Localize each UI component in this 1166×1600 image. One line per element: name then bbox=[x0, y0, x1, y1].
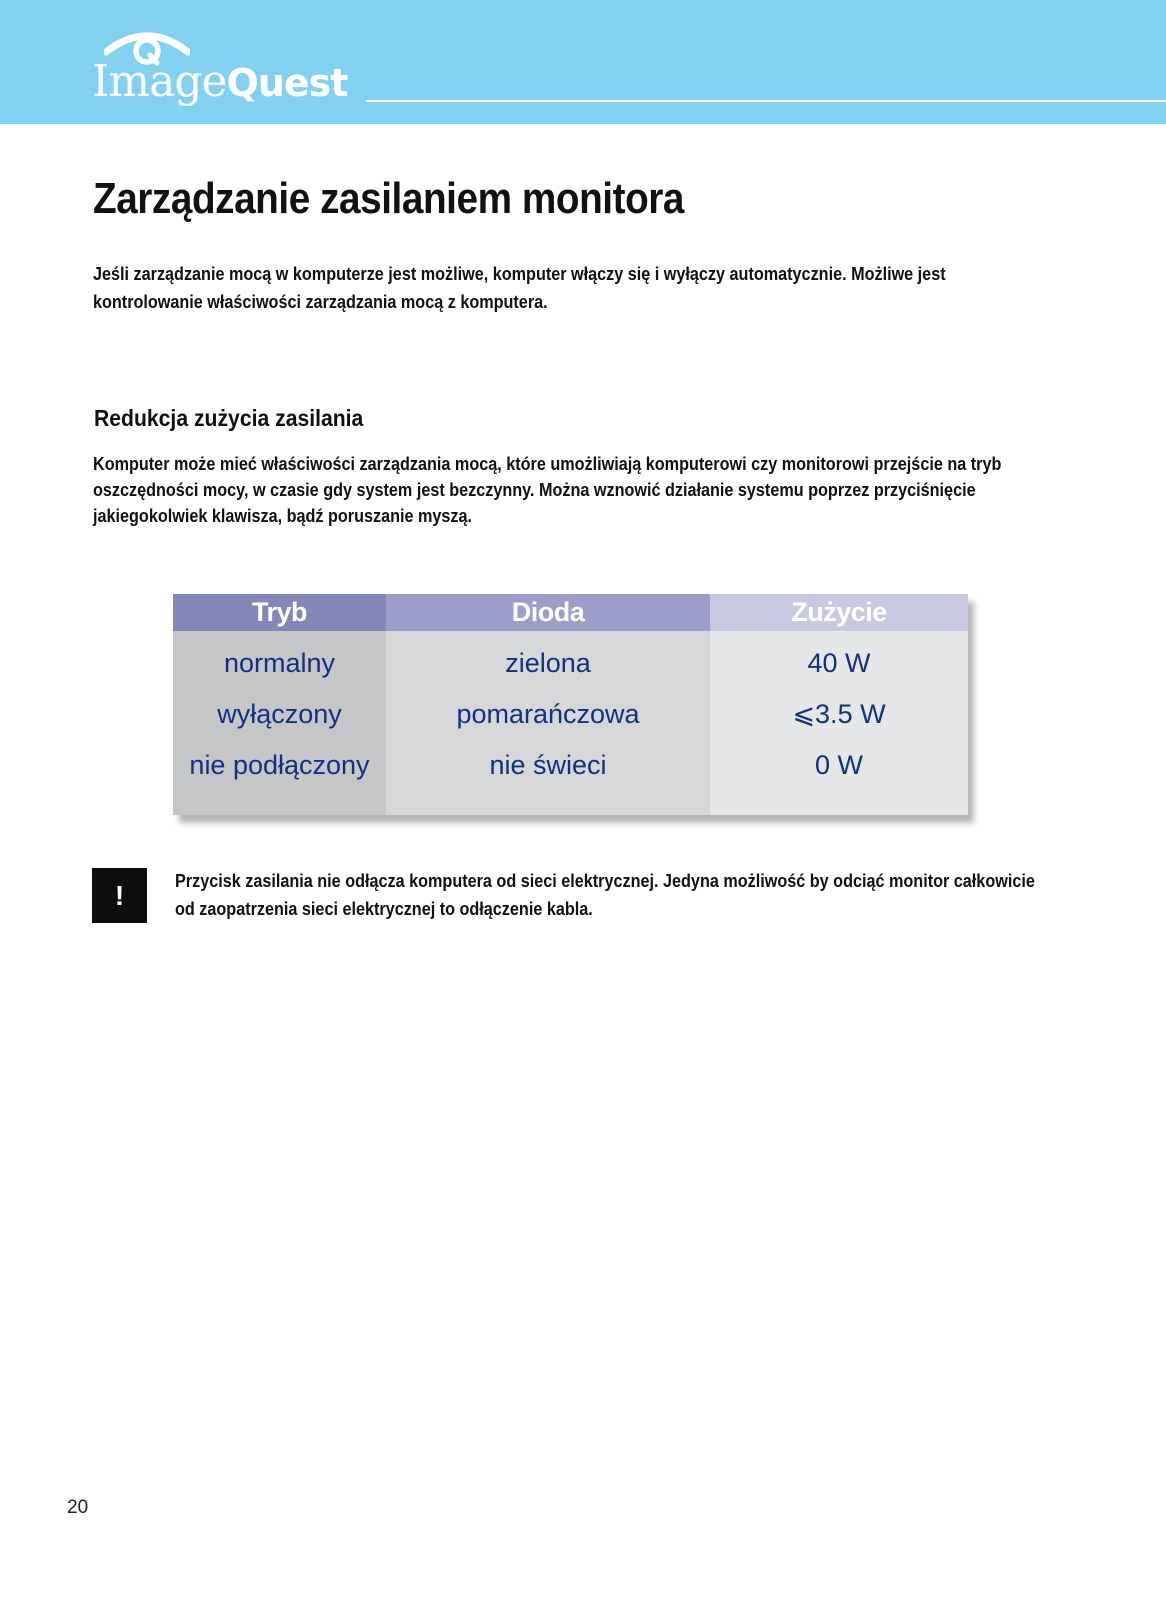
table-column-consumption bbox=[710, 594, 968, 815]
logo-text bbox=[92, 56, 348, 107]
table-cell-led: zielona bbox=[505, 648, 591, 678]
table-column-led bbox=[386, 594, 710, 815]
table-cell-consumption: ⩽3.5 W bbox=[792, 699, 886, 729]
power-modes-table bbox=[173, 594, 968, 815]
page-title: Zarządzanie zasilaniem monitora bbox=[93, 174, 685, 223]
table-cell-led: pomarańczowa bbox=[456, 699, 640, 729]
warning-text: Przycisk zasilania nie odłącza komputera od sieci elektrycznej. Jedyna możliwość by odciąć monitor całkowicie od zaopatrzenia sieci elektrycznej to odłączenie kabla. bbox=[175, 871, 1035, 919]
section-body: Komputer może mieć właściwości zarządzania mocą, które umożliwiają komputerowi czy monitorowi przejście na tryb oszczędności mocy, w czasie gdy system jest bezczynny. Można wznowić działanie systemu poprzez przyciśnięcie jakiegokolwiek klawisza, bądź poruszanie myszą. bbox=[93, 454, 1002, 526]
table-cell-led: nie świeci bbox=[489, 750, 607, 780]
warning-icon: ! bbox=[92, 868, 147, 923]
table-cell-consumption: 0 W bbox=[814, 750, 863, 780]
table-cell-mode: wyłączony bbox=[217, 699, 342, 729]
intro-paragraph: Jeśli zarządzanie mocą w komputerze jest możliwe, komputer włączy się i wyłączy automatycznie. Możliwe jest kontrolowanie właściwości zarządzania mocą z komputera. bbox=[93, 264, 946, 312]
imagequest-logo bbox=[92, 26, 362, 118]
header-rule bbox=[366, 100, 1166, 102]
table-header-led: Dioda bbox=[386, 594, 710, 631]
table-cell-mode: nie podłączony bbox=[189, 750, 370, 780]
logo-text-image: Image bbox=[92, 56, 227, 107]
logo-text-quest: Quest bbox=[226, 61, 348, 105]
table-header-mode: Tryb bbox=[173, 594, 386, 631]
table-header-consumption: Zużycie bbox=[710, 594, 968, 631]
page-number: 20 bbox=[67, 1497, 89, 1518]
table-cell-mode: normalny bbox=[223, 648, 336, 678]
table-column-mode bbox=[173, 594, 386, 815]
table-cell-consumption: 40 W bbox=[807, 648, 871, 678]
section-title: Redukcja zużycia zasilania bbox=[94, 405, 364, 431]
